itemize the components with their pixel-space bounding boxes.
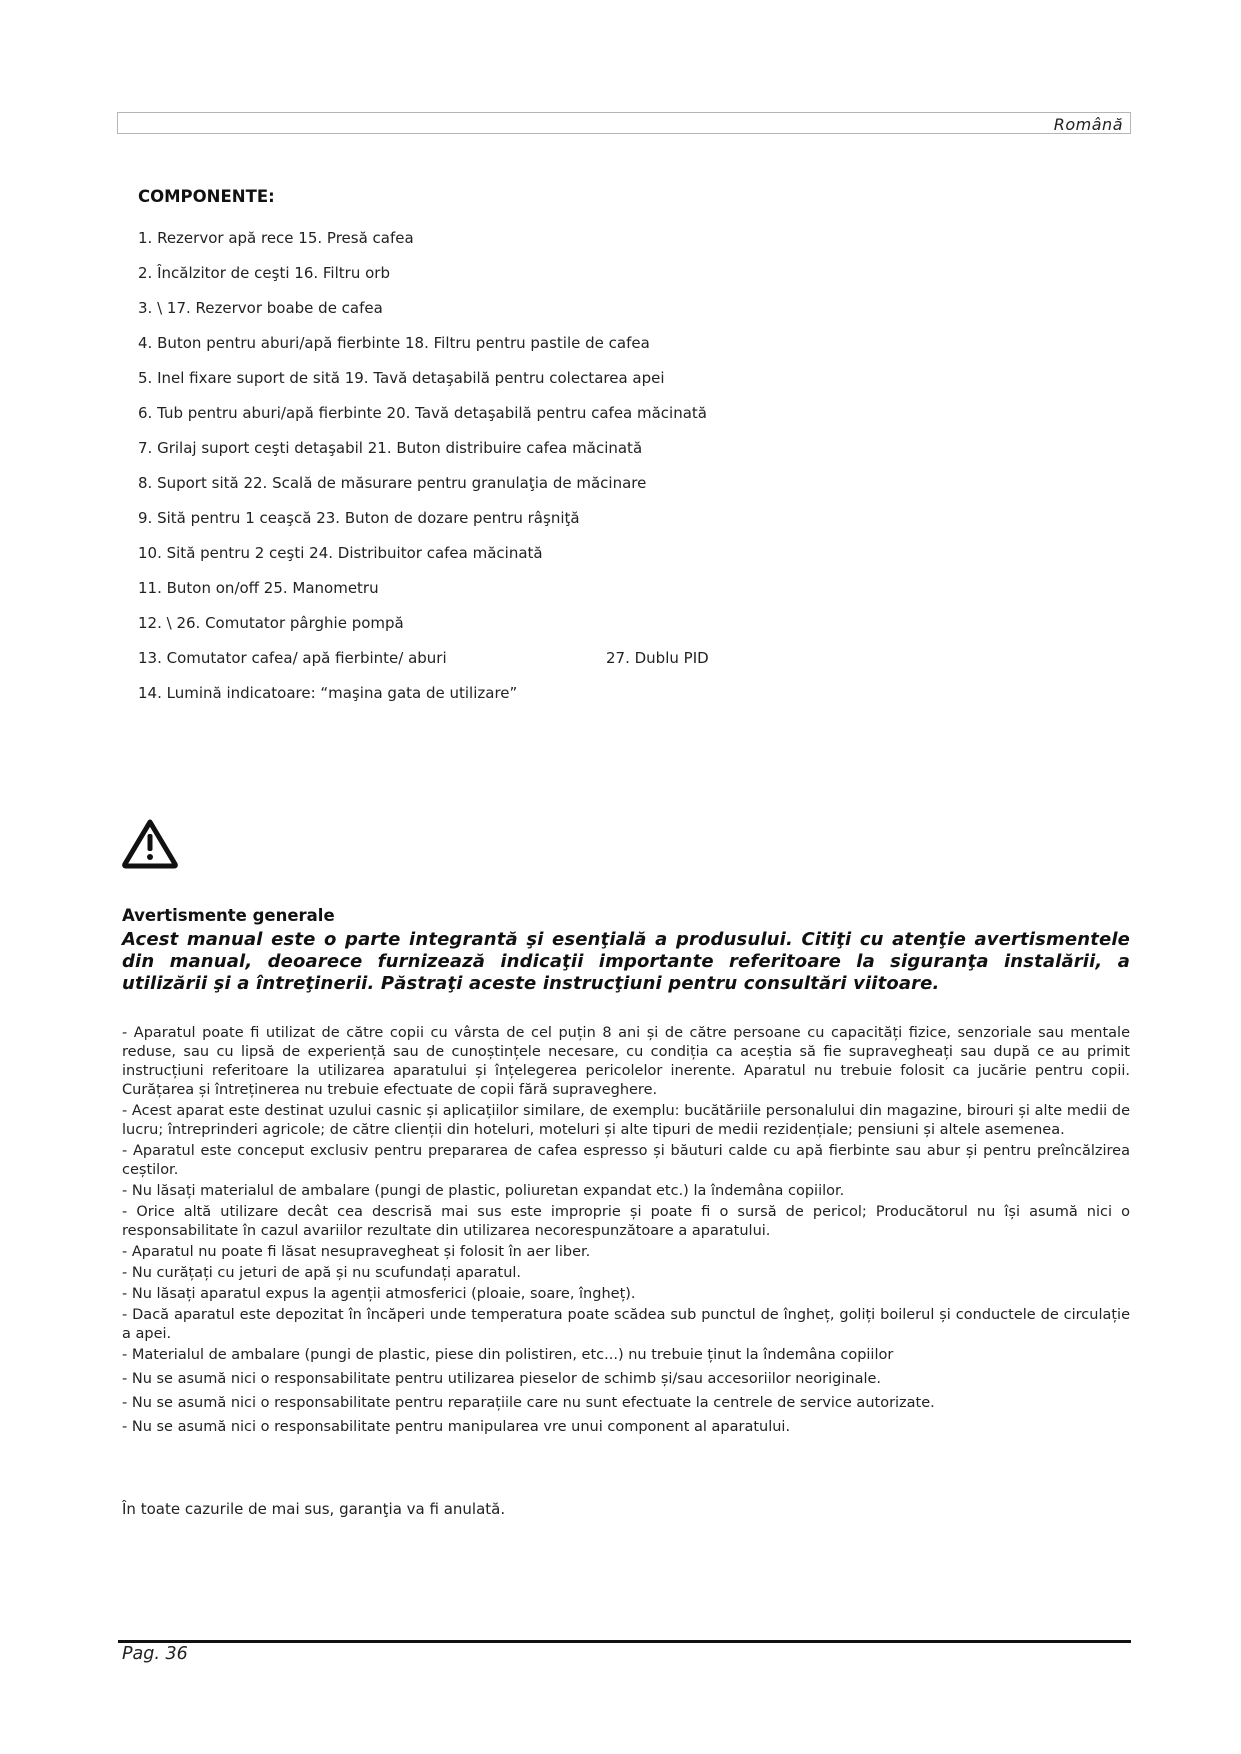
- warning-item: - Nu curățați cu jeturi de apă și nu scufundați aparatul.: [122, 1265, 522, 1281]
- component-row: 14. Lumină indicatoare: “maşina gata de utilizare”: [138, 684, 518, 702]
- general-warnings-intro: Acest manual este o parte integrantă şi esenţială a produsului. Citiţi cu atenţie avertismentele din manual, deoarece furnizează indicaţii importante referitoare la siguranţa instalării, a utilizării şi a întreţinerii. Păstraţi aceste instrucţiuni pentru consultări viitoare.: [122, 929, 1130, 994]
- warning-item: - Nu se asumă nici o responsabilitate pentru utilizarea pieselor de schimb și/sau accesoriilor neoriginale.: [122, 1371, 882, 1387]
- component-row: 6. Tub pentru aburi/apă fierbinte 20. Tavă detaşabilă pentru cafea măcinată: [138, 404, 707, 422]
- warning-item: - Orice altă utilizare decât cea descrisă mai sus este improprie și poate fi o sursă de pericol; Producătorul nu își asumă nici o responsabilitate în cazul avariilor rezultate din utilizarea necorespunzătoare a aparatului.: [122, 1204, 1130, 1239]
- warning-item: - Nu se asumă nici o responsabilitate pentru reparațiile care nu sunt efectuate la centrele de service autorizate.: [122, 1395, 935, 1411]
- component-row: 3. \ 17. Rezervor boabe de cafea: [138, 299, 383, 317]
- component-row: 10. Sită pentru 2 ceşti 24. Distribuitor cafea măcinată: [138, 544, 543, 562]
- warning-item: - Aparatul este conceput exclusiv pentru prepararea de cafea espresso și băuturi calde cu apă fierbinte sau abur și pentru preîncălzirea ceștilor.: [122, 1143, 1130, 1178]
- component-row: 9. Sită pentru 1 ceaşcă 23. Buton de dozare pentru râşniţă: [138, 509, 580, 527]
- warning-item: - Nu lăsați aparatul expus la agenții atmosferici (ploaie, soare, îngheț).: [122, 1286, 636, 1302]
- component-row: 8. Suport sită 22. Scală de măsurare pentru granulaţia de măcinare: [138, 474, 647, 492]
- component-row: 12. \ 26. Comutator pârghie pompă: [138, 614, 404, 632]
- warning-item: - Acest aparat este destinat uzului casnic și aplicațiilor similare, de exemplu: bucătăriile personalului din magazine, birouri și alte medii de lucru; întreprinderi agricole; de către clienții din hoteluri, moteluri și alte tipuri de medii rezidențiale; pensiuni și altele asemenea.: [122, 1103, 1130, 1138]
- component-row: 11. Buton on/off 25. Manometru: [138, 579, 379, 597]
- warning-item: - Dacă aparatul este depozitat în încăperi unde temperatura poate scădea sub punctul de îngheț, goliți boilerul și conductele de circulație a apei.: [122, 1307, 1130, 1342]
- general-warnings-title: Avertismente generale: [122, 906, 335, 925]
- warning-item: - Materialul de ambalare (pungi de plastic, piese din polistiren, etc...) nu trebuie ținut la îndemâna copiilor: [122, 1347, 894, 1363]
- footer-divider: [118, 1640, 1131, 1643]
- component-row: 4. Buton pentru aburi/apă fierbinte 18. Filtru pentru pastile de cafea: [138, 334, 650, 352]
- component-row: 7. Grilaj suport ceşti detaşabil 21. Buton distribuire cafea măcinată: [138, 439, 643, 457]
- component-row-second: 27. Dublu PID: [606, 649, 709, 667]
- components-list: [138, 229, 838, 719]
- components-title: COMPONENTE:: [138, 187, 275, 206]
- warnings-list: [122, 1024, 1130, 1439]
- component-row: 13. Comutator cafea/ apă fierbinte/ aburi 27. Dublu PID: [138, 649, 709, 667]
- component-row: 2. Încălzitor de ceşti 16. Filtru orb: [138, 264, 390, 282]
- component-row: 5. Inel fixare suport de sită 19. Tavă detaşabilă pentru colectarea apei: [138, 369, 665, 387]
- page-number: Pag. 36: [122, 1644, 188, 1664]
- warning-item: - Nu lăsați materialul de ambalare (pungi de plastic, poliuretan expandat etc.) la îndemâna copiilor.: [122, 1183, 845, 1199]
- header-language: Română: [1053, 115, 1123, 134]
- page-header: [117, 112, 1131, 134]
- warning-item: - Aparatul poate fi utilizat de către copii cu vârsta de cel puțin 8 ani și de către persoane cu capacități fizice, senzoriale sau mentale reduse, sau cu lipsă de experiență sau de cunoștințele necesare, cu condiția ca aceștia să fie supravegheați sau după ce au primit instrucțiuni referitoare la utilizarea aparatului și înțelegerea pericolelor inerente. Aparatul nu trebuie folosit ca jucărie pentru copii. Curățarea și întreținerea nu trebuie efectuate de copii fără supraveghere.: [122, 1025, 1130, 1098]
- warning-item: - Nu se asumă nici o responsabilitate pentru manipularea vre unui component al aparatului.: [122, 1419, 791, 1435]
- warranty-note: În toate cazurile de mai sus, garanţia va fi anulată.: [122, 1500, 506, 1518]
- warning-triangle-icon: [121, 818, 179, 870]
- component-row: 1. Rezervor apă rece 15. Presă cafea: [138, 229, 414, 247]
- warning-item: - Aparatul nu poate fi lăsat nesupravegheat și folosit în aer liber.: [122, 1244, 591, 1260]
